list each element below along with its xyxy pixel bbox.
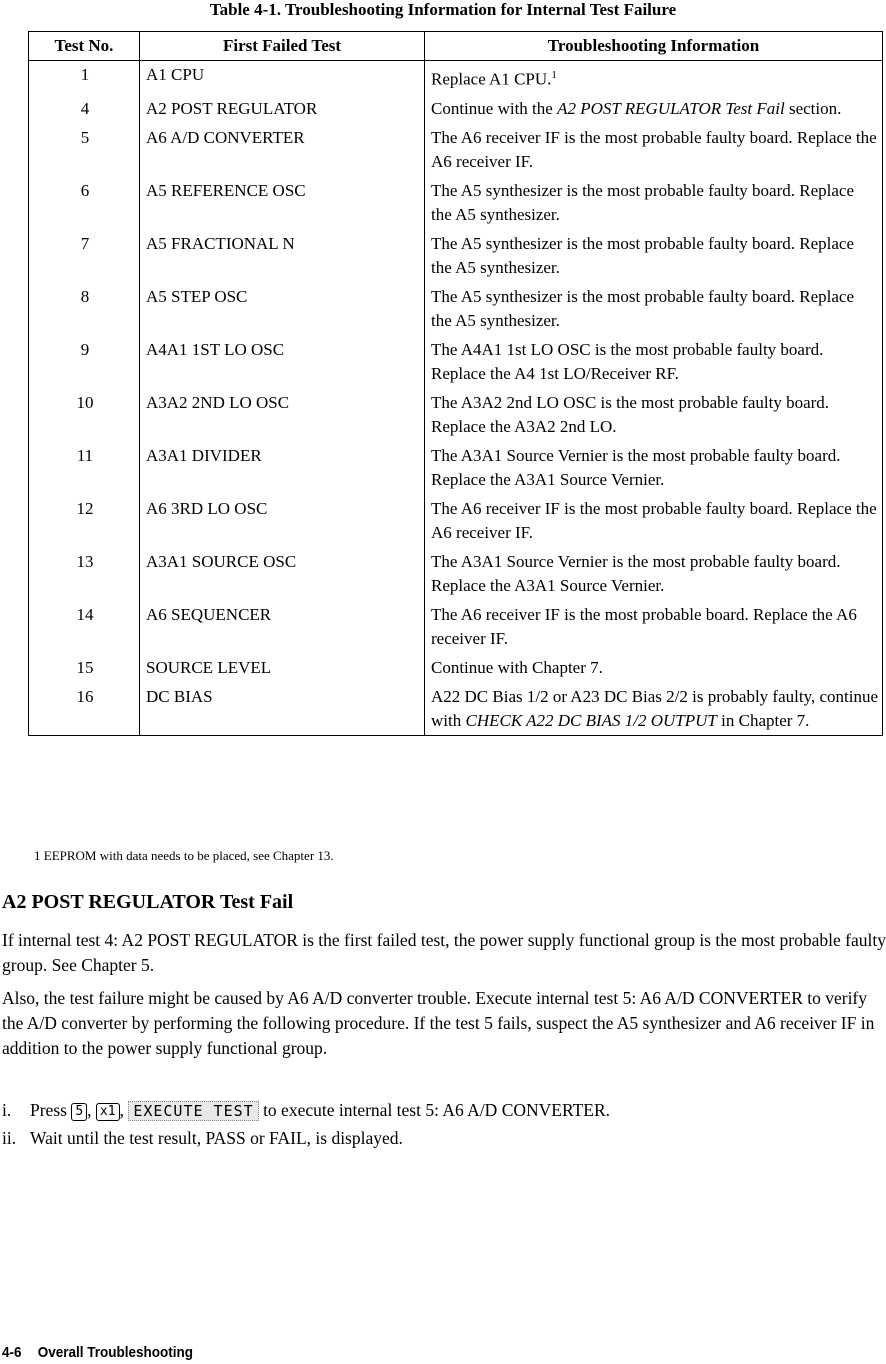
info-text: A22 DC Bias 1/2 or A23 DC Bias 2/2 is probably faulty, continue with: [431, 686, 879, 730]
page-number: 4-6: [2, 1344, 22, 1361]
paragraph: If internal test 4: A2 POST REGULATOR is the first failed test, the power supply functional group is the most probable faulty group. See Chapter 5.: [2, 930, 886, 975]
troubleshooting-info: The A4A1 1st LO OSC is the most probable faulty board. Replace the A4 1st LO/Receiver RF.: [425, 336, 883, 389]
table-header-row: [29, 32, 883, 61]
troubleshooting-info: The A6 receiver IF is the most probable faulty board. Replace the A6 receiver IF.: [425, 495, 883, 548]
step-text: to execute internal test 5: A6 A/D CONVERTER.: [263, 1100, 611, 1120]
table-footnote: 1 EEPROM with data needs to be placed, see Chapter 13.: [34, 848, 334, 863]
table-row: [29, 124, 883, 177]
troubleshooting-info: Continue with Chapter 7.: [425, 654, 883, 683]
table-row: [29, 389, 883, 442]
test-number: 9: [29, 336, 140, 389]
first-failed-test: A5 REFERENCE OSC: [140, 177, 425, 230]
header-troubleshooting-info: Troubleshooting Information: [425, 32, 883, 61]
separator: ,: [87, 1100, 92, 1120]
troubleshooting-info: The A5 synthesizer is the most probable faulty board. Replace the A5 synthesizer.: [425, 230, 883, 283]
first-failed-test: A6 SEQUENCER: [140, 601, 425, 654]
first-failed-test: A6 3RD LO OSC: [140, 495, 425, 548]
troubleshooting-info: The A3A1 Source Vernier is the most probable faulty board. Replace the A3A1 Source Vernier.: [425, 548, 883, 601]
table-row: [29, 442, 883, 495]
section-heading: A2 POST REGULATOR Test Fail: [2, 891, 294, 913]
first-failed-test: A2 POST REGULATOR: [140, 95, 425, 124]
troubleshooting-info: The A3A1 Source Vernier is the most probable faulty board. Replace the A3A1 Source Vernier.: [425, 442, 883, 495]
test-number: 13: [29, 548, 140, 601]
first-failed-test: SOURCE LEVEL: [140, 654, 425, 683]
test-number: 12: [29, 495, 140, 548]
first-failed-test: A6 A/D CONVERTER: [140, 124, 425, 177]
test-number: 14: [29, 601, 140, 654]
table-row: [29, 336, 883, 389]
troubleshooting-info: [425, 61, 883, 95]
step-text: Wait until the test result, PASS or FAIL, is displayed.: [30, 1128, 403, 1148]
first-failed-test: A3A1 SOURCE OSC: [140, 548, 425, 601]
key-5: 5: [71, 1103, 87, 1121]
first-failed-test: A4A1 1ST LO OSC: [140, 336, 425, 389]
table-row: [29, 654, 883, 683]
first-failed-test: A3A2 2ND LO OSC: [140, 389, 425, 442]
softkey-execute-test: EXECUTE TEST: [128, 1101, 258, 1121]
info-text: Continue with the: [431, 98, 558, 118]
first-failed-test: DC BIAS: [140, 683, 425, 736]
table-row: [29, 230, 883, 283]
troubleshooting-info: The A6 receiver IF is the most probable board. Replace the A6 receiver IF.: [425, 601, 883, 654]
procedure-reference: CHECK A22 DC BIAS 1/2 OUTPUT: [465, 710, 717, 730]
test-number: 5: [29, 124, 140, 177]
info-text: Replace A1 CPU.: [431, 69, 552, 89]
table-row: [29, 95, 883, 124]
table-row: [29, 601, 883, 654]
test-number: 16: [29, 683, 140, 736]
table-row: [29, 61, 883, 95]
procedure-step: [2, 1126, 403, 1151]
test-number: 15: [29, 654, 140, 683]
test-number: 6: [29, 177, 140, 230]
test-number: 10: [29, 389, 140, 442]
test-number: 11: [29, 442, 140, 495]
table-row: [29, 283, 883, 336]
table-row: [29, 495, 883, 548]
troubleshooting-info: The A5 synthesizer is the most probable faulty board. Replace the A5 synthesizer.: [425, 177, 883, 230]
step-number: i.: [2, 1100, 12, 1120]
footnote-ref: 1: [551, 69, 557, 81]
table-caption: Table 4-1. Troubleshooting Information for Internal Test Failure: [209, 0, 677, 19]
troubleshooting-info: The A3A2 2nd LO OSC is the most probable faulty board. Replace the A3A2 2nd LO.: [425, 389, 883, 442]
table-row: [29, 177, 883, 230]
first-failed-test: A5 FRACTIONAL N: [140, 230, 425, 283]
test-number: 1: [29, 61, 140, 95]
table-row: [29, 548, 883, 601]
troubleshooting-info: The A6 receiver IF is the most probable faulty board. Replace the A6 receiver IF.: [425, 124, 883, 177]
test-number: 7: [29, 230, 140, 283]
first-failed-test: A5 STEP OSC: [140, 283, 425, 336]
test-number: 8: [29, 283, 140, 336]
step-number: ii.: [2, 1128, 17, 1148]
test-number: 4: [29, 95, 140, 124]
paragraph: Also, the test failure might be caused by A6 A/D converter trouble. Execute internal test 5: A6 A/D CONVERTER to verify the A/D converter by performing the following procedure. If the test 5 fails, suspect the A5 synthesizer and A6 receiver IF in addition to the power supply functional group.: [2, 988, 875, 1058]
first-failed-test: A1 CPU: [140, 61, 425, 95]
separator: ,: [119, 1100, 124, 1120]
chapter-title: Overall Troubleshooting: [37, 1344, 193, 1361]
info-text: section.: [784, 98, 842, 118]
troubleshooting-info: The A5 synthesizer is the most probable faulty board. Replace the A5 synthesizer.: [425, 283, 883, 336]
troubleshooting-info: [425, 95, 883, 124]
troubleshooting-table: [28, 31, 883, 736]
first-failed-test: A3A1 DIVIDER: [140, 442, 425, 495]
info-text: in Chapter 7.: [716, 710, 810, 730]
step-text: Press: [30, 1100, 67, 1120]
troubleshooting-info: [425, 683, 883, 736]
table-row: [29, 683, 883, 736]
header-test-no: Test No.: [29, 32, 140, 61]
section-reference-link: A2 POST REGULATOR Test Fail: [557, 98, 785, 118]
key-x1: x1: [96, 1103, 120, 1121]
page-footer: [2, 1344, 193, 1361]
procedure-step: [2, 1098, 610, 1123]
header-first-failed-test: First Failed Test: [140, 32, 425, 61]
